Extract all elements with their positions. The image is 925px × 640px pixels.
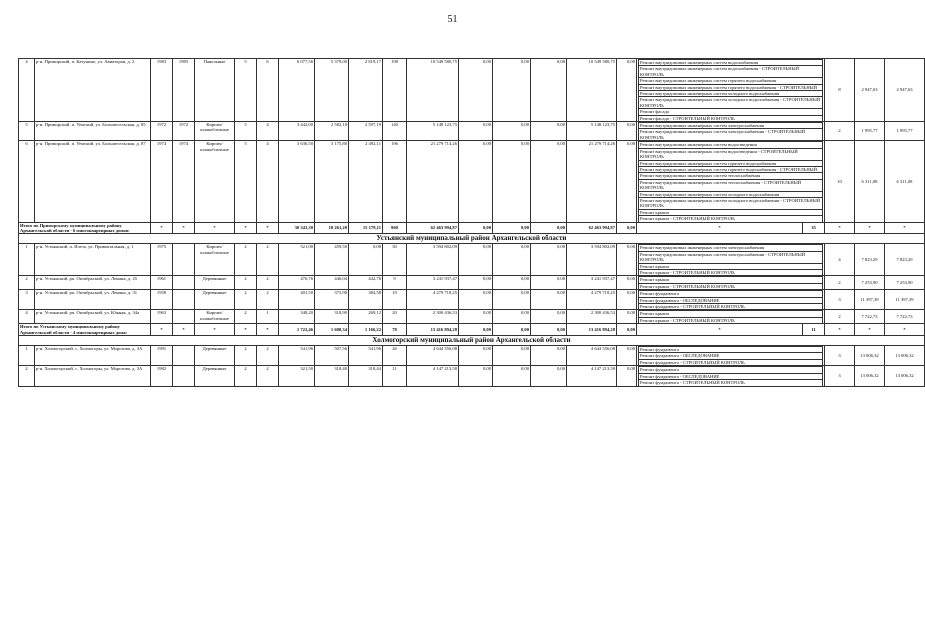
floors: 2 [235,276,257,290]
year-built: 1983 [151,59,173,122]
area-total: 521,00 [279,244,315,276]
house-address: р-н. Холмогорский, с. Холмогоры, ул. Морозова, д. 3А [35,346,151,366]
work-item: Ремонт фундамента - СТРОИТЕЛЬНЫЙ КОНТРОЛЬ [639,380,823,386]
work-item: Ремонт внутридомовых инженерных систем холодного водоснабжения - СТРОИТЕЛЬНЫЙ КОНТРОЛЬ [639,197,823,209]
works-table [638,366,823,385]
area-residential: 446,04 [315,276,349,290]
unit-cost: 7 253,90 [885,276,925,290]
residents: 19 [383,290,407,310]
total-entrances: * [257,324,279,336]
work-item: Ремонт фундамента - ОБСЛЕДОВАНИЕ [639,373,823,379]
max-cost: 7 722,73 [855,310,885,324]
work-item: Ремонт крыши [639,263,823,269]
budget-region: 0,00 [493,346,531,366]
year-built: 1972 [151,122,173,141]
works-list [637,310,825,324]
entrances: 4 [257,122,279,141]
work-item: Ремонт внутридомовых инженерных систем водоотведения - СТРОИТЕЛЬНЫЙ КОНТРОЛЬ [639,148,823,160]
budget-region: 0,00 [493,122,531,141]
specific-cost: 0,00 [617,141,637,222]
work-count: 2 [825,310,855,324]
max-cost: 11 397,39 [855,290,885,310]
works-list [637,59,825,122]
year-commissioned [173,310,195,324]
total-label: Итого по Приморскому муниципальному району Архангельской области - 6 многоквартирных домов: [19,222,151,234]
total-budget-local: 0,00 [531,324,567,336]
row-number: 4 [19,310,35,324]
wall-material: Деревянные [195,346,235,366]
total-work-count: 11 [803,324,825,336]
total-deadline: * [885,324,925,336]
work-count: 2 [825,122,855,141]
area-living: 2 597,19 [349,122,383,141]
entrances: 2 [257,290,279,310]
year-built: 1958 [151,290,173,310]
budget-local: 0,00 [531,276,567,290]
max-cost: 13 006,32 [855,346,885,366]
region-total-row [19,222,925,234]
house-row [19,310,925,324]
house-address: р-н. Приморский, п. Катунино, ул. Авиаторов, д. 2 [35,59,151,122]
year-commissioned: 1974 [173,141,195,222]
cost-total: 3 594 802,09 [407,244,459,276]
max-cost: 2 947,63 [855,59,885,122]
total-material: * [195,324,235,336]
total-cost-total: 13 416 894,28 [407,324,459,336]
capital-repair-table [18,58,925,387]
total-area-living: 1 166,22 [349,324,383,336]
fund-fss: 0,00 [459,59,493,122]
work-item: Ремонт крыши [639,209,823,215]
total-area-living: 15 178,11 [349,222,383,234]
work-item: Ремонт фундамента - СТРОИТЕЛЬНЫЙ КОНТРОЛЬ [639,304,823,310]
house-row [19,59,925,122]
floors: 5 [235,122,257,141]
total-year-commissioned: * [173,324,195,336]
year-built: 1974 [151,141,173,222]
area-total: 3 442,00 [279,122,315,141]
residents: 11 [383,366,407,386]
unit-cost: 7 722,73 [885,310,925,324]
total-area-residential: 18 261,20 [315,222,349,234]
house-row [19,346,925,366]
works-table [638,244,823,275]
fund-fss: 0,00 [459,244,493,276]
residents: 9 [383,276,407,290]
total-specific-cost: 0,00 [617,324,637,336]
house-row [19,244,925,276]
region-total-row [19,324,925,336]
area-total: 3 636,50 [279,141,315,222]
area-total: 348,20 [279,310,315,324]
total-unit-cost: * [855,324,885,336]
fund-fss: 0,00 [459,122,493,141]
house-address: р-н. Приморский, п. Уемский, ул. Большесельская, д. 85 [35,122,151,141]
house-row [19,141,925,222]
budget-local: 0,00 [531,290,567,310]
year-commissioned: 1983 [173,59,195,122]
work-count: 3 [825,290,855,310]
works-table [638,290,823,309]
specific-cost: 0,00 [617,290,637,310]
total-max-cost: * [825,222,855,234]
entrances: 2 [257,276,279,290]
area-residential: 507,56 [315,346,349,366]
total-budget-region: 0,00 [493,324,531,336]
house-address: р-н. Холмогорский, с. Холмогоры, ул. Морозова, д. 3А [35,366,151,386]
work-item: Ремонт крыши [639,311,823,317]
area-living: 2 492,11 [349,141,383,222]
area-living: 269,12 [349,310,383,324]
year-commissioned [173,244,195,276]
unit-cost: 7 823,29 [885,244,925,276]
budget-local: 0,00 [531,59,567,122]
owners: 4 279 718,25 [567,290,617,310]
page-number: 51 [447,14,458,25]
work-item: Ремонт внутридомовых инженерных систем водоотведения [639,142,823,148]
house-row [19,122,925,141]
fund-fss: 0,00 [459,310,493,324]
work-item: Ремонт внутридомовых инженерных систем теплоснабжения - СТРОИТЕЛЬНЫЙ КОНТРОЛЬ [639,179,823,191]
total-year-built: * [151,222,173,234]
work-item: Ремонт внутридомовых инженерных систем холодного водоснабжения - СТРОИТЕЛЬНЫЙ КОНТРОЛЬ [639,97,823,109]
region-header-row [19,336,925,346]
row-number: 4 [19,59,35,122]
work-item: Ремонт внутридомовых инженерных систем электроснабжения [639,245,823,251]
work-item: Ремонт внутридомовых инженерных систем теплоснабжения [639,173,823,179]
total-area-total: 1 722,46 [279,324,315,336]
area-total: 401,50 [279,290,315,310]
entrances: 2 [257,346,279,366]
area-living: 384,58 [349,290,383,310]
work-item: Ремонт внутридомовых инженерных систем электроснабжения - СТРОИТЕЛЬНЫЙ КОНТРОЛЬ [639,129,823,140]
work-item: Ремонт внутридомовых инженерных систем электроснабжения - СТРОИТЕЛЬНЫЙ КОНТРОЛЬ [639,251,823,263]
owners: 21 279 714,26 [567,141,617,222]
total-max-cost: * [825,324,855,336]
owners: 3 594 802,09 [567,244,617,276]
house-address: р-н. Приморский, п. Уемский, ул. Большесельская, д. 87 [35,141,151,222]
total-deadline: * [885,222,925,234]
fund-fss: 0,00 [459,346,493,366]
work-item: Ремонт внутридомовых инженерных систем холодного водоснабжения [639,91,823,97]
floors: 2 [235,290,257,310]
work-item: Ремонт фасада [639,109,823,115]
row-number: 2 [19,276,35,290]
total-fund-fss: 0,00 [459,222,493,234]
max-cost: 6 311,08 [855,141,885,222]
entrances: 2 [257,366,279,386]
max-cost: 13 006,32 [855,366,885,386]
specific-cost: 0,00 [617,346,637,366]
owners: 10 549 580,75 [567,59,617,122]
house-row [19,366,925,386]
residents: 196 [383,141,407,222]
work-count: 4 [825,244,855,276]
work-item: Ремонт внутридомовых инженерных систем горячего водоснабжения - СТРОИТЕЛЬНЫЙ [639,166,823,172]
budget-local: 0,00 [531,366,567,386]
work-item: Ремонт внутридомовых инженерных систем водоснабжения [639,60,823,66]
year-built: 1982 [151,366,173,386]
cost-total: 10 549 580,75 [407,59,459,122]
total-owners: 13 416 894,28 [567,324,617,336]
year-commissioned [173,346,195,366]
work-item: Ремонт фундамента [639,347,823,353]
work-item: Ремонт внутридомовых инженерных систем горячего водоснабжения [639,78,823,84]
owners: 3 241 937,47 [567,276,617,290]
work-item: Ремонт внутридомовых инженерных систем горячего водоснабжения - СТРОИТЕЛЬНЫЙ [639,84,823,90]
specific-cost: 0,00 [617,276,637,290]
works-list [637,346,825,366]
house-address: р-н. Устьянский, рп. Октябрьский, ул. Ленина, д. 25 [35,276,151,290]
work-item: Ремонт крыши [639,277,823,283]
total-specific-cost: 0,00 [617,222,637,234]
work-item: Ремонт крыши - СТРОИТЕЛЬНЫЙ КОНТРОЛЬ [639,216,823,222]
total-label: Итого по Устьянскому муниципальному району Архангельской области - 4 многоквартирных дома: [19,324,151,336]
work-item: Ремонт внутридомовых инженерных систем холодного водоснабжения [639,191,823,197]
year-built: 1975 [151,244,173,276]
house-row [19,290,925,310]
work-item: Ремонт фундамента [639,291,823,297]
work-item: Ремонт фундамента - ОБСЛЕДОВАНИЕ [639,353,823,359]
wall-material: Кирпич/ шлакоблочные [195,122,235,141]
cost-total: 4 147 213,58 [407,366,459,386]
region-title: Холмогорский муниципальный район Архангельской области [19,336,925,346]
year-built: 1961 [151,276,173,290]
area-total: 476,76 [279,276,315,290]
works-list [637,244,825,276]
residents: 30 [383,244,407,276]
row-number: 6 [19,141,35,222]
works-list [637,366,825,386]
works-list [637,276,825,290]
residents: 26 [383,346,407,366]
total-budget-region: 0,00 [493,222,531,234]
total-year-commissioned: * [173,222,195,234]
residents: 140 [383,122,407,141]
work-item: Ремонт фундамента [639,367,823,373]
owners: 5 148 123,75 [567,122,617,141]
entrances: 1 [257,310,279,324]
floors: 2 [235,244,257,276]
budget-local: 0,00 [531,346,567,366]
year-built: 1991 [151,346,173,366]
house-address: р-н. Устьянский, п. Илеза, ул. Привокзальная, д. 1 [35,244,151,276]
total-floors: * [235,222,257,234]
entrances: 6 [257,59,279,122]
residents: 198 [383,59,407,122]
total-budget-local: 0,00 [531,222,567,234]
owners: 2 300 436,53 [567,310,617,324]
owners: 4 147 213,58 [567,366,617,386]
work-count: 8 [825,59,855,122]
works-list [637,141,825,222]
row-number: 5 [19,122,35,141]
specific-cost: 0,00 [617,59,637,122]
work-item: Ремонт крыши - СТРОИТЕЛЬНЫЙ КОНТРОЛЬ [639,317,823,323]
area-living: 541,96 [349,346,383,366]
area-total: 321,50 [279,366,315,386]
house-address: р-н. Устьянский, рп. Октябрьский, ул. Ленина, д. 31 [35,290,151,310]
floors: 2 [235,346,257,366]
floors: 2 [235,310,257,324]
unit-cost: 13 006,32 [885,346,925,366]
budget-region: 0,00 [493,244,531,276]
year-commissioned [173,366,195,386]
total-material: * [195,222,235,234]
capital-repair-table-sheet [18,58,914,638]
works-table [638,141,823,221]
unit-cost: 6 311,08 [885,141,925,222]
unit-cost: 2 947,63 [885,59,925,122]
fund-fss: 0,00 [459,290,493,310]
floors: 5 [235,59,257,122]
row-number: 2 [19,366,35,386]
year-commissioned [173,290,195,310]
budget-local: 0,00 [531,310,567,324]
work-count: 10 [825,141,855,222]
wall-material: Деревянные [195,366,235,386]
area-residential: 375,90 [315,290,349,310]
cost-total: 3 241 937,47 [407,276,459,290]
total-floors: * [235,324,257,336]
fund-fss: 0,00 [459,366,493,386]
region-title: Устьянский муниципальный район Архангельской области [19,234,925,244]
area-residential: 3 175,80 [315,141,349,222]
fund-fss: 0,00 [459,141,493,222]
wall-material: Кирпич/ шлакоблочные [195,244,235,276]
residents: 20 [383,310,407,324]
area-residential: 318,40 [315,366,349,386]
row-number: 3 [19,290,35,310]
budget-local: 0,00 [531,122,567,141]
max-cost: 7 823,29 [855,244,885,276]
year-commissioned: 1972 [173,122,195,141]
house-row [19,276,925,290]
total-residents: 78 [383,324,407,336]
budget-region: 0,00 [493,276,531,290]
cost-total: 21 279 714,26 [407,141,459,222]
row-number: 1 [19,346,35,366]
work-count: 2 [825,276,855,290]
area-living: 0,00 [349,244,383,276]
work-item: Ремонт крыши - СТРОИТЕЛЬНЫЙ КОНТРОЛЬ [639,283,823,289]
work-item: Ремонт фундамента - ОБСЛЕДОВАНИЕ [639,297,823,303]
total-entrances: * [257,222,279,234]
owners: 4 644 556,08 [567,346,617,366]
total-works: * [637,324,803,336]
wall-material: Деревянные [195,290,235,310]
unit-cost: 13 006,32 [885,366,925,386]
works-table [638,59,823,121]
region-header-row [19,234,925,244]
budget-region: 0,00 [493,59,531,122]
fund-fss: 0,00 [459,276,493,290]
works-table [638,276,823,289]
works-table [638,310,823,323]
budget-region: 0,00 [493,366,531,386]
wall-material: Кирпич/ шлакоблочные [195,141,235,222]
area-total: 541,96 [279,346,315,366]
total-residents: 960 [383,222,407,234]
total-unit-cost: * [855,222,885,234]
work-item: Ремонт крыши - СТРОИТЕЛЬНЫЙ КОНТРОЛЬ [639,270,823,276]
cost-total: 4 644 556,08 [407,346,459,366]
wall-material: Кирпич/ шлакоблочные [195,310,235,324]
budget-region: 0,00 [493,290,531,310]
budget-region: 0,00 [493,310,531,324]
area-residential: 2 582,10 [315,122,349,141]
area-residential: 459,50 [315,244,349,276]
work-count: 3 [825,346,855,366]
specific-cost: 0,00 [617,310,637,324]
entrances: 2 [257,244,279,276]
works-list [637,290,825,310]
row-number: 1 [19,244,35,276]
cost-total: 5 148 123,75 [407,122,459,141]
work-item: Ремонт внутридомовых инженерных систем водоснабжения - СТРОИТЕЛЬНЫЙ КОНТРОЛЬ [639,66,823,78]
area-residential: 5 379,00 [315,59,349,122]
total-area-residential: 1 600,34 [315,324,349,336]
budget-local: 0,00 [531,141,567,222]
wall-material: Деревянные [195,276,235,290]
work-item: Ремонт внутридомовых инженерных систем электроснабжения [639,123,823,129]
total-cost-total: 62 463 994,87 [407,222,459,234]
cost-total: 2 300 436,53 [407,310,459,324]
work-count: 3 [825,366,855,386]
entrances: 4 [257,141,279,222]
total-fund-fss: 0,00 [459,324,493,336]
budget-region: 0,00 [493,141,531,222]
year-built: 1963 [151,310,173,324]
area-living: 442,76 [349,276,383,290]
cost-total: 4 279 718,25 [407,290,459,310]
works-table [638,346,823,365]
wall-material: Панельные [195,59,235,122]
area-living: 2 819,17 [349,59,383,122]
work-item: Ремонт фасада - СТРОИТЕЛЬНЫЙ КОНТРОЛЬ [639,115,823,121]
floors: 5 [235,141,257,222]
work-item: Ремонт фундамента - СТРОИТЕЛЬНЫЙ КОНТРОЛЬ [639,359,823,365]
area-total: 6 077,56 [279,59,315,122]
work-item: Ремонт внутридомовых инженерных систем горячего водоснабжения [639,160,823,166]
house-address: р-н. Устьянский, рп. Октябрьский, ул. Южная, д. 34а [35,310,151,324]
area-residential: 318,90 [315,310,349,324]
max-cost: 1 995,77 [855,122,885,141]
specific-cost: 0,00 [617,366,637,386]
works-table [638,122,823,140]
works-list [637,122,825,141]
budget-local: 0,00 [531,244,567,276]
floors: 2 [235,366,257,386]
total-works: * [637,222,803,234]
unit-cost: 1 995,77 [885,122,925,141]
total-year-built: * [151,324,173,336]
total-area-total: 30 343,30 [279,222,315,234]
area-living: 318,44 [349,366,383,386]
total-owners: 62 463 994,87 [567,222,617,234]
year-commissioned [173,276,195,290]
total-work-count: 35 [803,222,825,234]
specific-cost: 0,00 [617,122,637,141]
max-cost: 7 253,90 [855,276,885,290]
unit-cost: 11 397,39 [885,290,925,310]
specific-cost: 0,00 [617,244,637,276]
